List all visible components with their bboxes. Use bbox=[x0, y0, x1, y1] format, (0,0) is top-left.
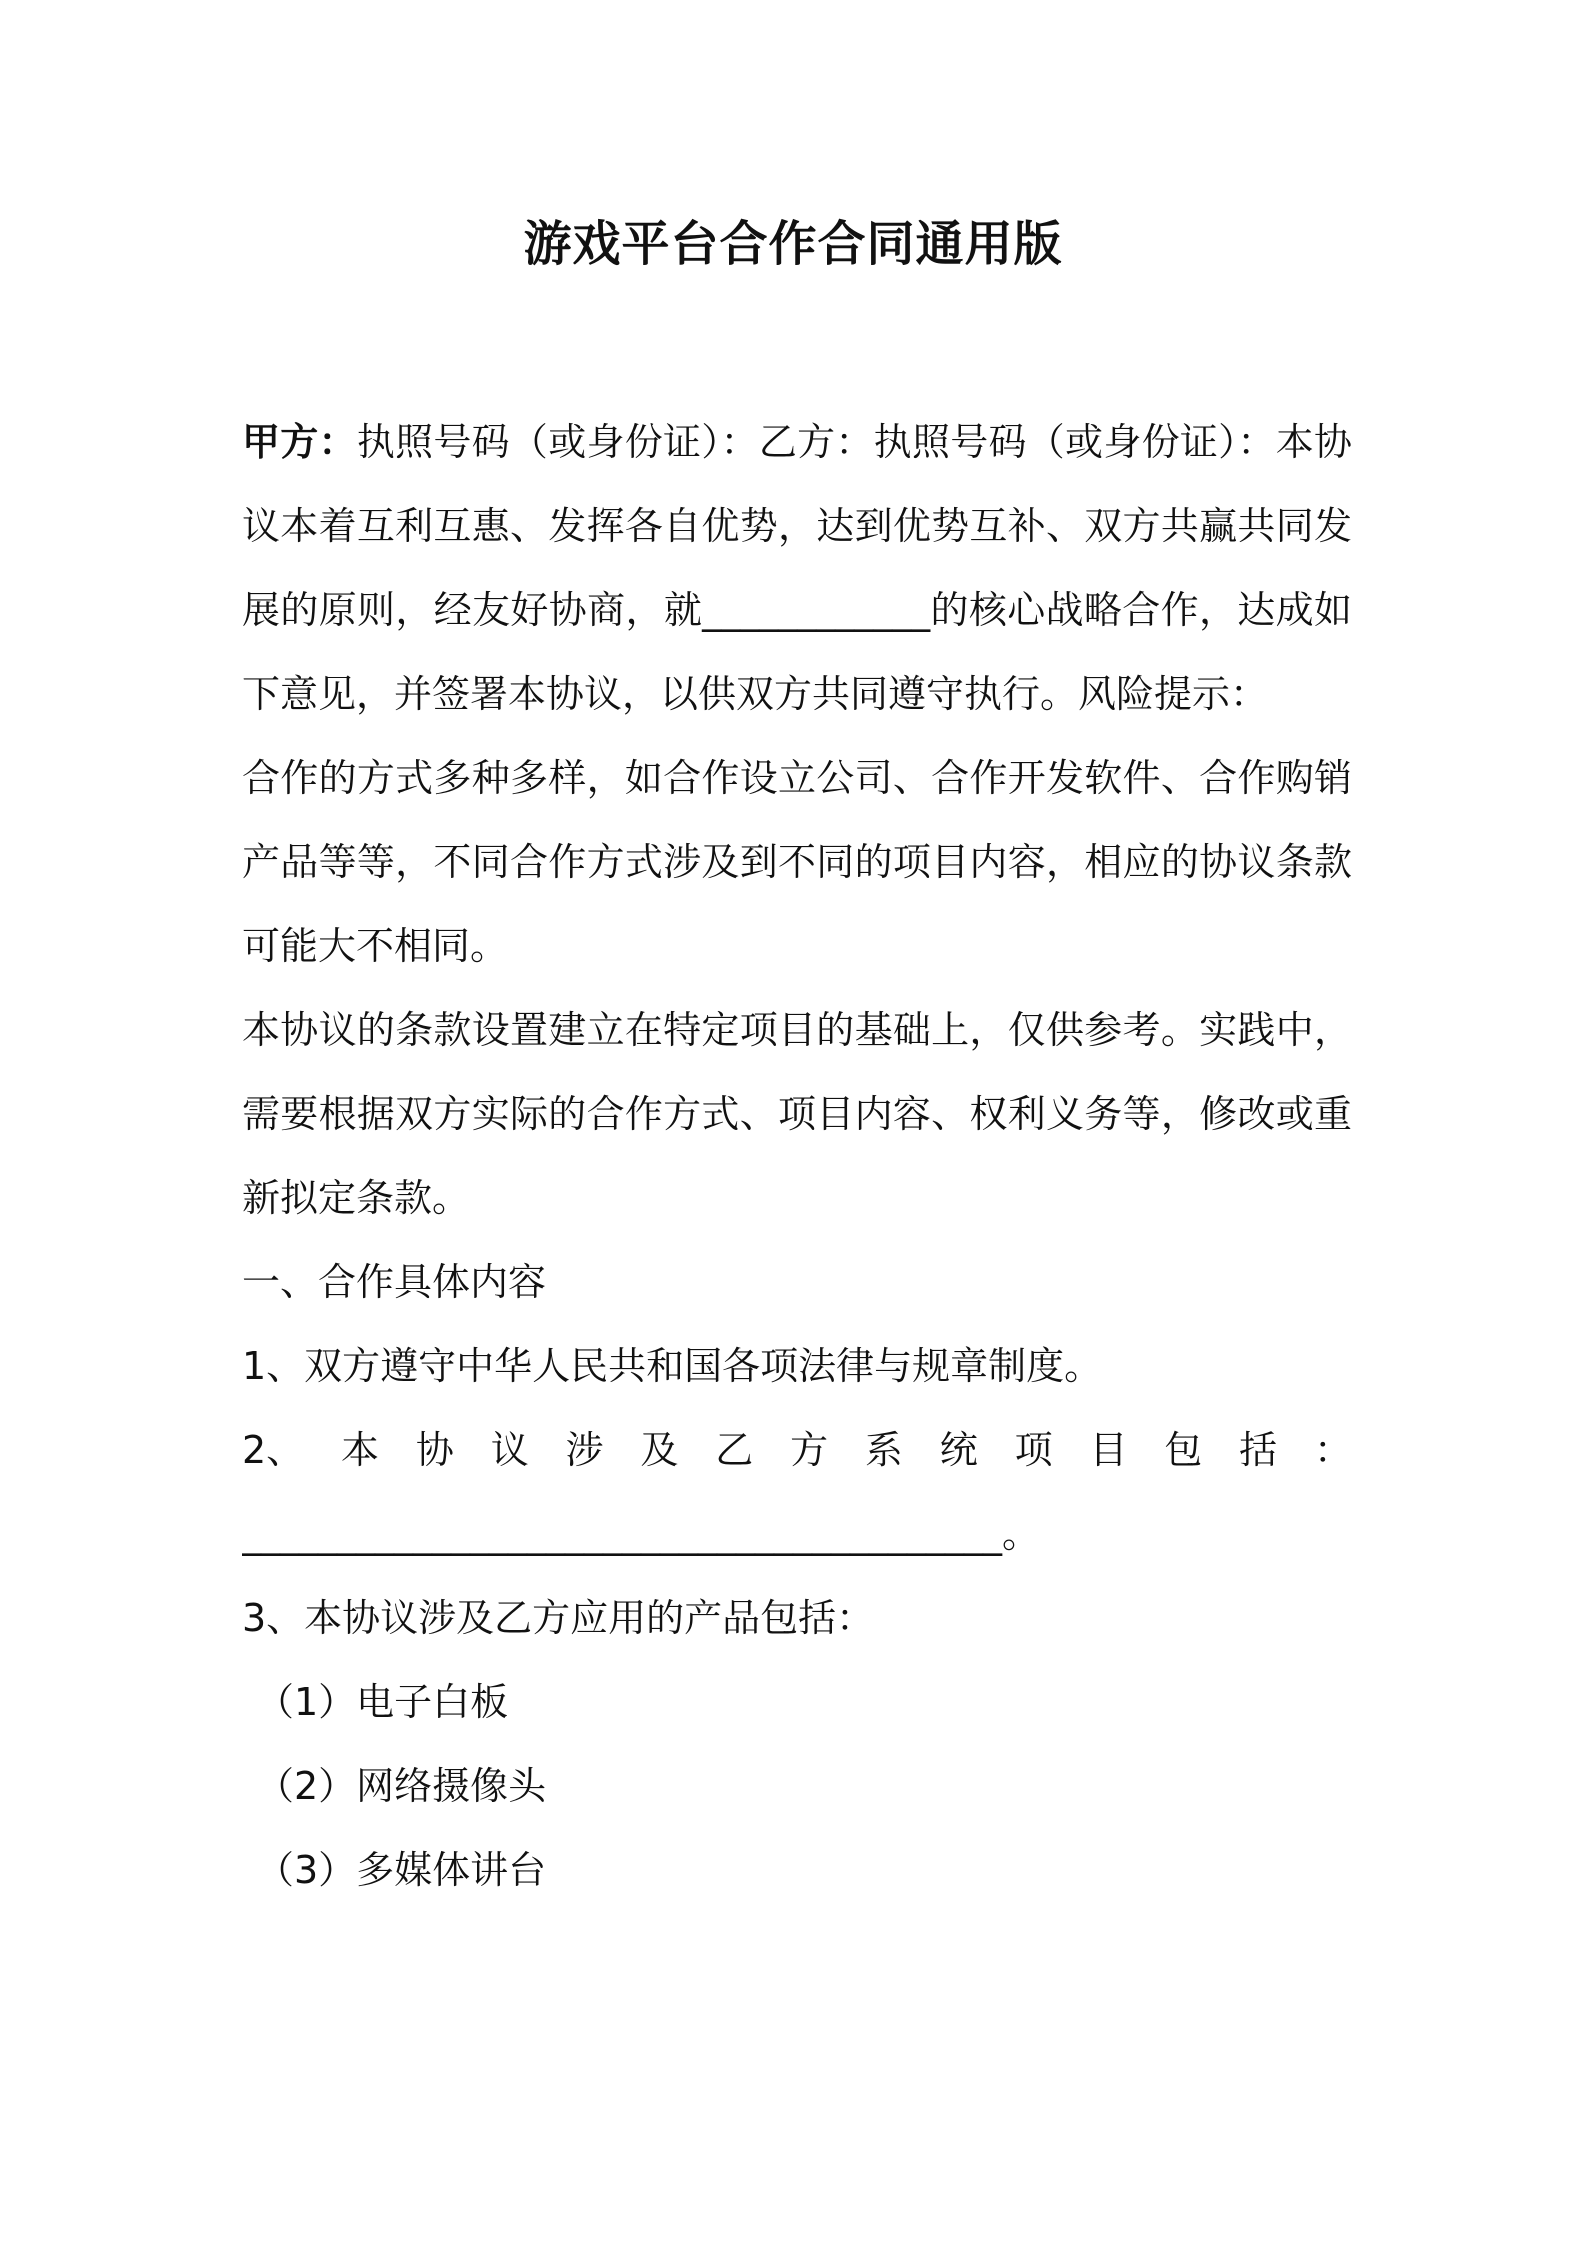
clause-2-char: 目 bbox=[1089, 1428, 1128, 1472]
party-a-label: 甲方： bbox=[242, 420, 357, 464]
clause-2-char: 2、 bbox=[242, 1428, 305, 1472]
document-body bbox=[242, 400, 1352, 1912]
document-title: 游戏平台合作合同通用版 bbox=[523, 216, 1063, 272]
clause-2-char: 协 bbox=[415, 1428, 454, 1472]
clause-2-char: 统 bbox=[939, 1428, 978, 1472]
intro-paragraph bbox=[242, 400, 1352, 736]
clause-2-char: 乙 bbox=[715, 1428, 754, 1472]
clause-2-char: 及 bbox=[640, 1428, 679, 1472]
clause-2-blank: ________________________________________。 bbox=[242, 1512, 1041, 1556]
product-item: （1）电子白板 bbox=[256, 1680, 509, 1724]
clause-3: 3、本协议涉及乙方应用的产品包括： bbox=[242, 1596, 875, 1640]
clause-2-char: 系 bbox=[864, 1428, 903, 1472]
risk-paragraph-2: 本协议的条款设置建立在特定项目的基础上，仅供参考。实践中，需要根据双方实际的合作方式、项目内容、权利义务等，修改或重新拟定条款。 bbox=[242, 1008, 1352, 1220]
product-item: （2）网络摄像头 bbox=[256, 1764, 547, 1808]
clause-2-char: 议 bbox=[490, 1428, 529, 1472]
clause-1: 1、双方遵守中华人民共和国各项法律与规章制度。 bbox=[242, 1344, 1103, 1388]
clause-2-char: ： bbox=[1313, 1428, 1352, 1472]
clause-2 bbox=[242, 1408, 1352, 1492]
clause-2-char: 方 bbox=[790, 1428, 829, 1472]
clause-2-char: 项 bbox=[1014, 1428, 1053, 1472]
intro-text: 执照号码（或身份证）：乙方：执照号码（或身份证）：本协议本着互利互惠、发挥各自优势，达到优势互补、双方共赢共同发展的原则，经友好协商，就____________的核心战略合作，达成如下意见，并签署本协议，以供双方共同遵守执行。风险提示： bbox=[242, 420, 1352, 716]
product-item: （3）多媒体讲台 bbox=[256, 1848, 547, 1892]
clause-2-char: 括 bbox=[1239, 1428, 1278, 1472]
clause-2-char: 涉 bbox=[565, 1428, 604, 1472]
section-heading: 一、合作具体内容 bbox=[242, 1260, 547, 1304]
clause-2-char: 本 bbox=[341, 1428, 380, 1472]
risk-paragraph-1: 合作的方式多种多样，如合作设立公司、合作开发软件、合作购销产品等等，不同合作方式涉及到不同的项目内容，相应的协议条款可能大不相同。 bbox=[242, 756, 1352, 968]
clause-2-char: 包 bbox=[1164, 1428, 1203, 1472]
